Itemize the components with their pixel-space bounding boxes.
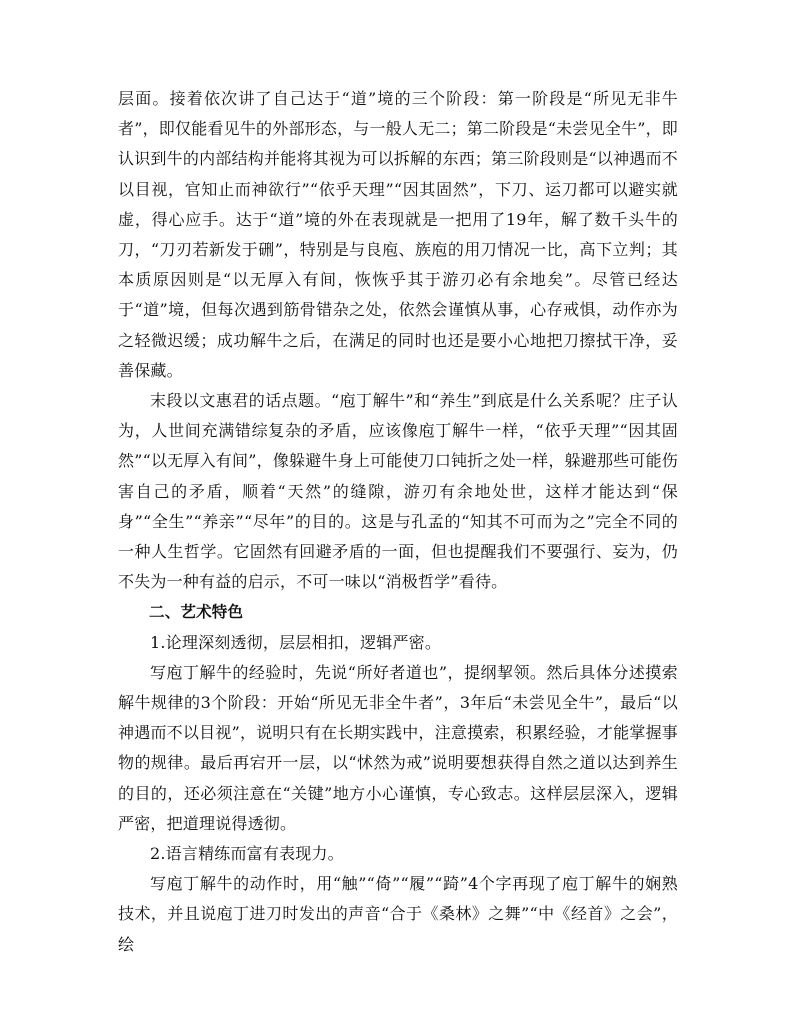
subheading-1: 1.论理深刻透彻，层层相扣，逻辑严密。 (150, 632, 442, 652)
subheading-2: 2.语言精练而富有表现力。 (150, 844, 344, 864)
document-page (118, 84, 678, 960)
paragraph-continuation: 层面。接着依次讲了自己达于“道”境的三个阶段：第一阶段是“所见无非牛者”，即仅能看见牛的外部形态，与一般人无二；第二阶段是“未尝见全牛”，即认识到牛的内部结构并能将其视为可以拆解的东西；第三阶段则是“以神遇而不以目视，官知止而神欲行”“依乎天理”“因其固然”，下刀、运刀都可以避实就虚，得心应手。达于“道”境的外在表现就是一把用了19年，解了数千头牛的刀，“刀刃若新发于硎”，特别是与良庖、族庖的用刀情况一比，高下立判；其本质原因则是“以无厚入有间，恢恢乎其于游刃必有余地矣”。尽管已经达于“道”境，但每次遇到筋骨错杂之处，依然会谨慎从事，心存戒惧，动作亦为之轻微迟缓；成功解牛之后，在满足的同时也还是要小心地把刀擦拭干净，妥善保藏。 (118, 89, 678, 380)
paragraph-logic: 写庖丁解牛的经验时，先说“所好者道也”，提纲挈领。然后具体分述摸索解牛规律的3个阶段：开始“所见无非全牛者”，3年后“未尝见全牛”，最后“以神遇而不以目视”，说明只有在长期实践中，注意摸索，积累经验，才能掌握事物的规律。最后再宕开一层，以“怵然为戒”说明要想获得自然之道以达到养生的目的，还必须注意在“关键”地方小心谨慎，专心致志。这样层层深入，逻辑严密，把道理说得透彻。 (118, 662, 678, 833)
paragraph-final-section: 末段以文惠君的话点题。“庖丁解牛”和“养生”到底是什么关系呢？庄子认为，人世间充满错综复杂的矛盾，应该像庖丁解牛一样，“依乎天理”“因其固然”“以无厚入有间”，像躲避牛身上可能使刀口钝折之处一样，躲避那些可能伤害自己的矛盾，顺着“天然”的缝隙，游刃有余地处世，这样才能达到“保身”“全生”“养亲”“尽年”的目的。这是与孔孟的“知其不可而为之”完全不同的一种人生哲学。它固然有回避矛盾的一面，但也提醒我们不要强行、妄为，仍不失为一种有益的启示，不可一味以“消极哲学”看待。 (118, 391, 678, 592)
paragraph-language: 写庖丁解牛的动作时，用“触”“倚”“履”“踦”4个字再现了庖丁解牛的娴熟技术，并且说庖丁进刀时发出的声音“合于《桑林》之舞”“中《经首》之会”，绘 (118, 874, 678, 954)
section-heading-art-features: 二、艺术特色 (149, 603, 244, 622)
